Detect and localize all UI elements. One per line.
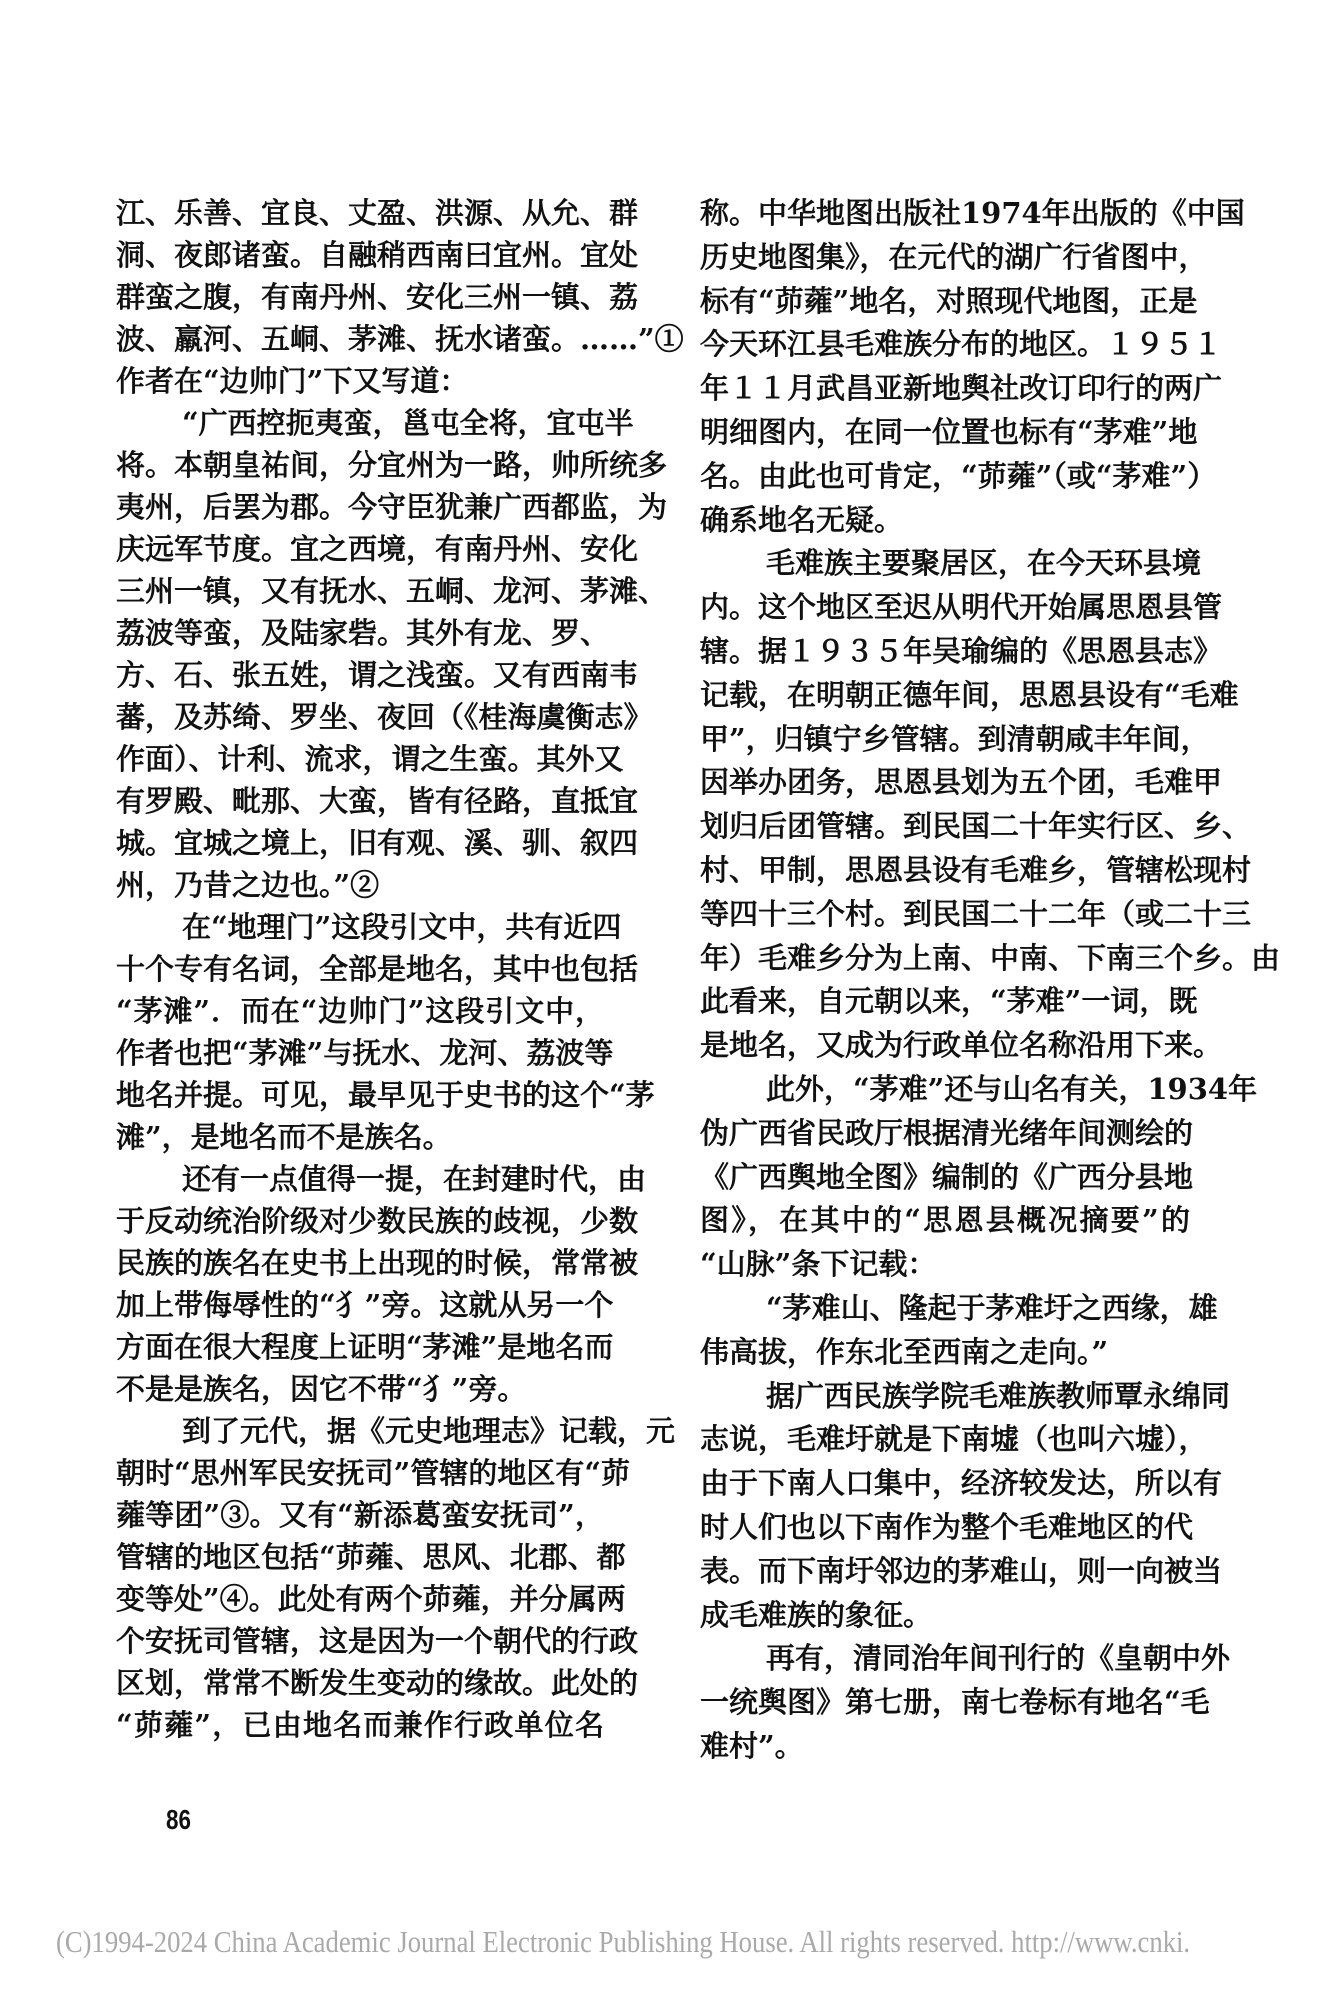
- text-line: 有罗殿、毗那、大蛮，皆有径路，直抵宜: [116, 784, 639, 818]
- text-line: 志说，毛难圩就是下南墟（也叫六墟），: [700, 1422, 1208, 1457]
- text-line: 内。这个地区至迟从明代开始属思恩县管: [700, 590, 1223, 625]
- text-line: 管辖的地区包括“茆蕹、思风、北郡、都: [116, 1540, 626, 1574]
- text-line: 州，乃昔之边也。”②: [116, 868, 380, 902]
- text-line: 今天环江县毛难族分布的地区。１９５１: [700, 327, 1223, 362]
- text-line: 方面在很大程度上证明“茅滩”是地名而: [116, 1330, 614, 1364]
- text-line: 到了元代，据《元史地理志》记载，元: [182, 1414, 676, 1448]
- text-line: 蕹等团”③。又有“新添葛蛮安抚司”，: [116, 1498, 604, 1532]
- text-line: 个安抚司管辖，这是因为一个朝代的行政: [116, 1624, 639, 1658]
- text-line: 作者在“边帅门”下又写道：: [116, 364, 469, 398]
- text-line: 还有一点值得一提，在封建时代，由: [182, 1162, 647, 1196]
- page-number: 86: [166, 1804, 191, 1835]
- text-line: 不是是族名，因它不带“犭”旁。: [116, 1372, 527, 1406]
- text-line: 年）毛难乡分为上南、中南、下南三个乡。由: [700, 940, 1281, 975]
- text-line: 名。由此也可肯定，“茆蕹”（或“茅难”）: [700, 458, 1217, 493]
- text-line: 三州一镇，又有抚水、五峒、龙河、茅滩、: [116, 574, 668, 608]
- text-line: 辖。据１９３５年吴瑜编的《思恩县志》: [700, 633, 1223, 668]
- paragraph: [700, 192, 1245, 542]
- text-line: 蕃，及苏绮、罗坐、夜回（《桂海虞衡志》: [116, 700, 653, 734]
- copyright-watermark: (C)1994-2024 China Academic Journal Electronic Publishing House. All rights reserved. http://www.cnki.: [56, 1924, 1191, 1959]
- text-line: 将。本朝皇祐间，分宜州为一路，帅所统多: [116, 448, 668, 482]
- text-line: 甲”，归镇宁乡管辖。到清朝咸丰年间，: [700, 721, 1210, 756]
- text-line: 伪广西省民政厅根据清光绪年间测绘的: [700, 1115, 1194, 1150]
- text-line: 因举办团务，思恩县划为五个团，毛难甲: [700, 765, 1223, 800]
- paragraph: [116, 906, 655, 1158]
- text-line: 难村”。: [700, 1728, 804, 1763]
- text-line: 十个专有名词，全部是地名，其中也包括: [116, 952, 639, 986]
- text-line: 加上带侮辱性的“犭”旁。这就从另一个: [116, 1288, 614, 1322]
- text-line: 确系地名无疑。: [700, 502, 904, 537]
- paragraph: [700, 542, 1281, 1068]
- text-line: 此外，“茅难”还与山名有关，1934年: [766, 1071, 1258, 1106]
- text-line: 记载，在明朝正德年间，思恩县设有“毛难: [700, 677, 1239, 712]
- text-line: 此看来，自元朝以来，“茅难”一词，既: [700, 984, 1198, 1019]
- text-line: “茅难山、隆起于茅难圩之西缘，雄: [766, 1290, 1218, 1325]
- text-line: 图》，在其中的“思恩县概况摘要”的: [700, 1203, 1190, 1238]
- text-line: 庆远军节度。宜之西境，有南丹州、安化: [116, 532, 639, 566]
- paragraph: [116, 1410, 676, 1746]
- paragraph: [700, 1287, 1218, 1375]
- text-line: 历史地图集》，在元代的湖广行省图中，: [700, 239, 1208, 274]
- text-line: 荔波等蛮，及陆家砦。其外有龙、罗、: [116, 616, 610, 650]
- text-line: 标有“茆蕹”地名，对照现代地图，正是: [700, 283, 1198, 318]
- text-line: “山脉”条下记载：: [700, 1247, 937, 1282]
- text-line: 时人们也以下南作为整个毛难地区的代: [700, 1509, 1194, 1544]
- text-line: 波、羸河、五峒、茅滩、抚水诸蛮。……”①: [116, 322, 684, 356]
- text-line: 年１１月武昌亚新地舆社改订印行的两广: [700, 371, 1223, 406]
- text-line: 是地名，又成为行政单位名称沿用下来。: [700, 1028, 1223, 1063]
- paragraph: [116, 192, 684, 402]
- text-line: 表。而下南圩邻边的茅难山，则一向被当: [700, 1553, 1223, 1588]
- text-line: 等四十三个村。到民国二十二年（或二十三: [700, 896, 1252, 931]
- text-line: 朝时“思州军民安抚司”管辖的地区有“茆: [116, 1456, 631, 1490]
- text-line: 江、乐善、宜良、丈盈、洪源、从允、群: [116, 196, 639, 230]
- text-line: 《广西舆地全图》编制的《广西分县地: [700, 1159, 1194, 1194]
- text-line: 在“地理门”这段引文中，共有近四: [182, 910, 622, 944]
- text-line: 称。中华地图出版社1974年出版的《中国: [700, 196, 1245, 230]
- text-line: 于反动统治阶级对少数民族的歧视，少数: [116, 1204, 639, 1238]
- text-line: 作面）、计利、流求，谓之生蛮。其外又: [116, 742, 624, 776]
- text-line: 滩”，是地名而不是族名。: [116, 1120, 452, 1154]
- text-line: 由于下南人口集中，经济较发达，所以有: [700, 1466, 1223, 1501]
- text-line: “茅滩”．而在“边帅门”这段引文中，: [116, 994, 604, 1028]
- text-line: 划归后团管辖。到民国二十年实行区、乡、: [700, 809, 1252, 844]
- right-column: [700, 192, 1281, 1769]
- text-line: 变等处”④。此处有两个茆蕹，并分属两: [116, 1582, 626, 1616]
- paragraph: [700, 1375, 1231, 1638]
- text-line: 方、石、张五姓，谓之浅蛮。又有西南韦: [116, 658, 639, 692]
- text-line: 成毛难族的象征。: [700, 1597, 933, 1632]
- text-line: 据广西民族学院毛难族教师覃永绵同: [766, 1378, 1231, 1413]
- paragraph: [700, 1068, 1258, 1287]
- paragraph: [700, 1637, 1231, 1768]
- text-line: “广西控扼夷蛮，邕屯全将，宜屯半: [182, 406, 634, 440]
- text-line: 毛难族主要聚居区，在今天环县境: [766, 546, 1202, 581]
- text-line: 地名并提。可见，最早见于史书的这个“茅: [116, 1078, 655, 1112]
- text-line: 明细图内，在同一位置也标有“茅难”地: [700, 414, 1198, 449]
- text-line: 城。宜城之境上，旧有观、溪、驯、叙四: [116, 826, 639, 860]
- text-line: 区划，常常不断发生变动的缘故。此处的: [116, 1666, 639, 1700]
- text-line: 洞、夜郎诸蛮。自融稍西南曰宜州。宜处: [116, 238, 639, 272]
- text-line: 作者也把“茅滩”与抚水、龙河、荔波等: [116, 1036, 614, 1070]
- text-line: 一统舆图》第七册，南七卷标有地名“毛: [700, 1685, 1210, 1720]
- paragraph: [116, 402, 668, 906]
- left-column: [116, 192, 684, 1746]
- text-line: 村、甲制，思恩县设有毛难乡，管辖松现村: [700, 852, 1252, 887]
- text-line: “茆蕹”，已由地名而兼作行政单位名: [116, 1708, 604, 1742]
- paragraph: [116, 1158, 647, 1410]
- text-line: 群蛮之腹，有南丹州、安化三州一镇、荔: [116, 280, 639, 314]
- text-line: 伟高拔，作东北至西南之走向。”: [700, 1334, 1109, 1369]
- text-line: 再有，清同治年间刊行的《皇朝中外: [766, 1641, 1231, 1676]
- text-line: 夷州，后罢为郡。今守臣犹兼广西都监，为: [116, 490, 668, 524]
- text-line: 民族的族名在史书上出现的时候，常常被: [116, 1246, 639, 1280]
